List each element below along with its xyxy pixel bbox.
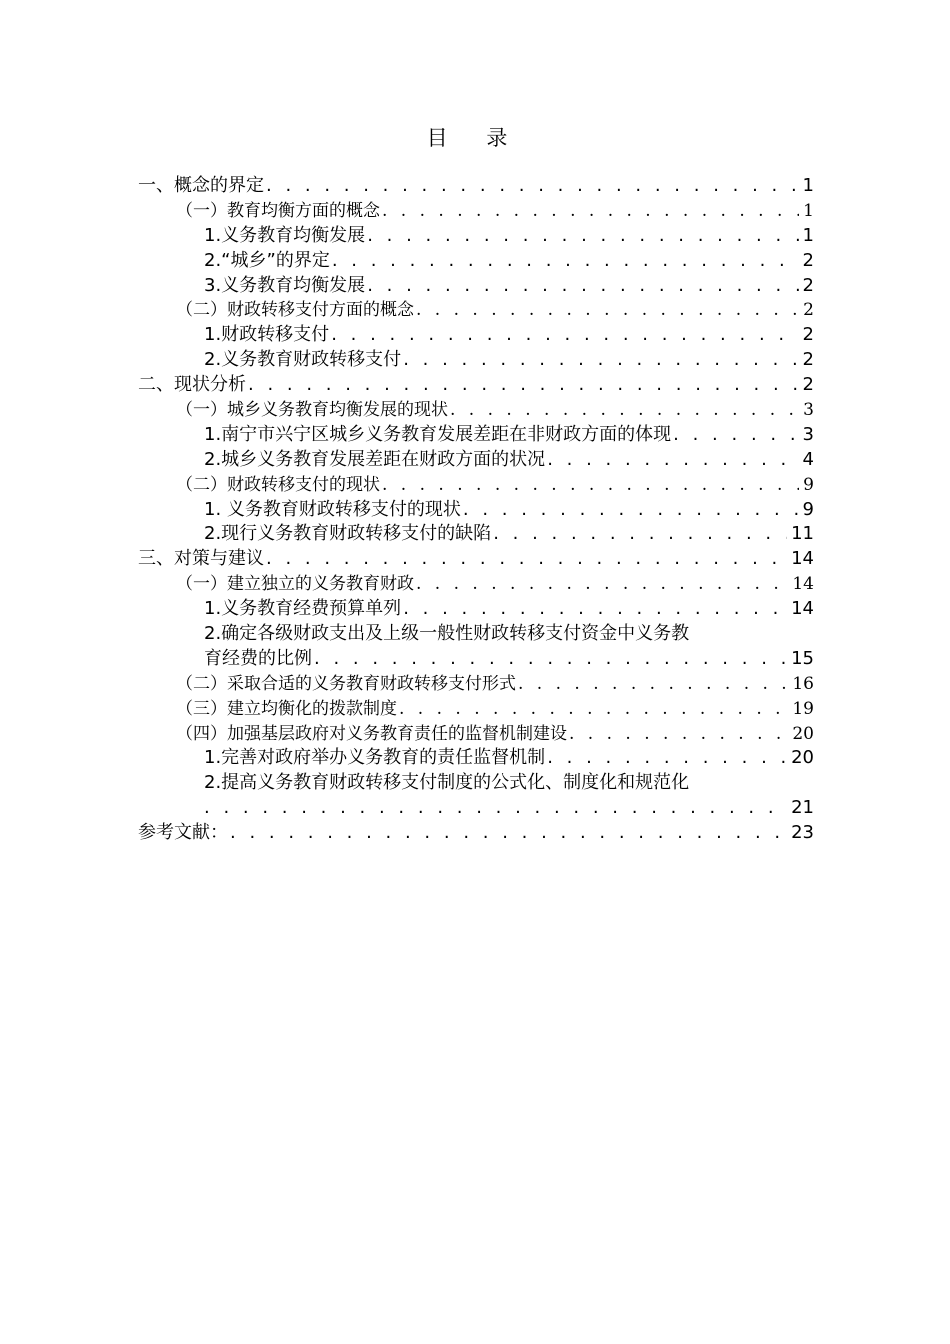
toc-entry-label: 2.现行义务教育财政转移支付的缺陷 (204, 523, 492, 545)
toc-leader-dots (314, 647, 787, 672)
toc-entry-level3-wrapped[interactable] (138, 622, 814, 672)
toc-leader-dots (403, 348, 798, 373)
toc-entry-level3[interactable] (138, 597, 814, 622)
toc-entry-level2[interactable] (138, 199, 814, 224)
toc-entry-level1[interactable] (138, 373, 814, 398)
toc-entry-level3[interactable] (138, 249, 814, 274)
toc-entry-label: 2.义务教育财政转移支付 (204, 349, 402, 371)
toc-entry-page: 1 (802, 175, 814, 196)
toc-entry-level2[interactable] (138, 473, 814, 498)
toc-entry-page: 20 (792, 723, 814, 744)
toc-leader-dots (367, 224, 798, 249)
toc-leader-dots (367, 274, 798, 299)
toc-entry-page: 14 (792, 574, 814, 595)
toc-title: 目 录 (426, 126, 524, 150)
toc-entry-label: 3.义务教育均衡发展 (204, 274, 366, 296)
toc-entry-label: （二）财政转移支付的现状 (176, 474, 380, 495)
toc-entry-level3[interactable] (138, 448, 814, 473)
toc-leader-dots (332, 249, 799, 274)
toc-entry-label: （一）教育均衡方面的概念 (176, 200, 380, 221)
toc-entry-level2[interactable] (138, 697, 814, 722)
toc-entry-page: 1 (803, 200, 814, 221)
toc-entry-page: 9 (802, 498, 814, 520)
toc-entry-page: 14 (791, 598, 814, 620)
toc-entry-level3[interactable] (138, 323, 814, 348)
toc-entry-page: 11 (791, 523, 814, 545)
toc-leader-dots (382, 473, 799, 498)
toc-entry-page: 15 (791, 647, 814, 669)
toc-entry-page: 2 (802, 274, 814, 296)
toc-entry-number: 二、 (138, 374, 174, 396)
toc-entry-page: 23 (791, 822, 814, 844)
toc-leader-dots (673, 423, 798, 448)
toc-entry-level2[interactable] (138, 672, 814, 697)
toc-entry-level3[interactable] (138, 224, 814, 249)
toc-entry-label: （一）建立独立的义务教育财政 (176, 574, 414, 595)
toc-entry-label: 1. 义务教育财政转移支付的现状 (204, 498, 461, 520)
toc-entry-label-line1: 2.确定各级财政支出及上级一般性财政转移支付资金中义务教 (204, 623, 690, 645)
toc-leader-dots (230, 821, 787, 846)
toc-entry-page: 16 (792, 673, 814, 694)
toc-entry-level3[interactable] (138, 348, 814, 373)
toc-entry-label: 1.完善对政府举办义务教育的责任监督机制 (204, 747, 546, 769)
toc-entry-label: （二）财政转移支付方面的概念 (176, 300, 414, 321)
toc-leader-dots (399, 697, 788, 722)
toc-entry-label: （二）采取合适的义务教育财政转移支付形式 (176, 673, 516, 694)
toc-entry-page: 2 (802, 349, 814, 371)
toc-entry-level2[interactable] (138, 722, 814, 747)
toc-entry-page: 9 (803, 474, 814, 495)
toc-entry-label: （四）加强基层政府对义务教育责任的监督机制建设 (176, 723, 567, 744)
toc-entry-label: 2.城乡义务教育发展差距在财政方面的状况 (204, 448, 546, 470)
toc-entry-level1[interactable] (138, 547, 814, 572)
toc-entry-page: 19 (792, 698, 814, 719)
toc-leader-dots (450, 398, 799, 423)
toc-leader-dots (569, 722, 788, 747)
toc-entry-level2[interactable] (138, 298, 814, 323)
toc-leader-dots (416, 572, 788, 597)
toc-leader-dots (403, 597, 787, 622)
toc-entry-page: 2 (803, 300, 814, 321)
toc-entry-page: 4 (802, 448, 814, 470)
toc-entry-level3[interactable] (138, 498, 814, 523)
toc-entry-label: （三）建立均衡化的拨款制度 (176, 698, 397, 719)
toc-leader-dots (547, 448, 798, 473)
toc-leader-dots (493, 522, 787, 547)
toc-entry-level3[interactable] (138, 746, 814, 771)
toc-entry-page: 3 (802, 423, 814, 445)
toc-leader-dots (518, 672, 788, 697)
toc-entry-number: 一、 (138, 175, 174, 196)
toc-entry-page: 3 (803, 400, 814, 421)
toc-leader-dots (266, 547, 787, 572)
toc-entry-number: 三、 (138, 548, 174, 570)
toc-entry-label: 1.义务教育均衡发展 (204, 224, 366, 246)
toc-entry-label: 对策与建议 (174, 548, 264, 570)
toc-entry-label: 1.财政转移支付 (204, 324, 330, 346)
toc-entry-level3[interactable] (138, 522, 814, 547)
table-of-contents (138, 174, 814, 846)
toc-leader-dots (331, 323, 798, 348)
toc-entry-label: 概念的界定 (174, 175, 264, 196)
toc-leader-dots (547, 746, 787, 771)
toc-entry-level2[interactable] (138, 572, 814, 597)
toc-entry-label: （一）城乡义务教育均衡发展的现状 (176, 400, 448, 421)
toc-entry-label: 2.“城乡”的界定 (204, 249, 330, 271)
toc-entry-references[interactable] (138, 821, 814, 846)
toc-entry-label: 参考文献： (138, 822, 228, 844)
toc-entry-page: 2 (802, 374, 814, 396)
toc-entry-label: 1.南宁市兴宁区城乡义务教育发展差距在非财政方面的体现 (204, 423, 672, 445)
toc-entry-page: 20 (791, 747, 814, 769)
toc-entry-label: 1.义务教育经费预算单列 (204, 598, 402, 620)
toc-entry-page: 21 (791, 797, 814, 819)
toc-leader-dots (248, 373, 799, 398)
toc-entry-level3-wrapped[interactable] (138, 771, 814, 821)
toc-leader-dots (416, 298, 799, 323)
toc-entry-page: 14 (791, 548, 814, 570)
toc-leader-dots (204, 796, 787, 821)
toc-leader-dots (266, 174, 799, 199)
toc-entry-level3[interactable] (138, 423, 814, 448)
toc-entry-page: 2 (802, 324, 814, 346)
toc-leader-dots (463, 498, 799, 523)
toc-entry-label: 现状分析 (174, 374, 246, 396)
toc-entry-label-line1: 2.提高义务教育财政转移支付制度的公式化、制度化和规范化 (204, 772, 690, 794)
toc-entry-page: 1 (802, 224, 814, 246)
toc-entry-label-line2: 育经费的比例 (204, 647, 312, 669)
toc-entry-level1[interactable] (138, 174, 814, 199)
toc-entry-level3[interactable] (138, 274, 814, 299)
toc-leader-dots (382, 199, 799, 224)
toc-entry-level2[interactable] (138, 398, 814, 423)
toc-entry-page: 2 (802, 249, 814, 271)
